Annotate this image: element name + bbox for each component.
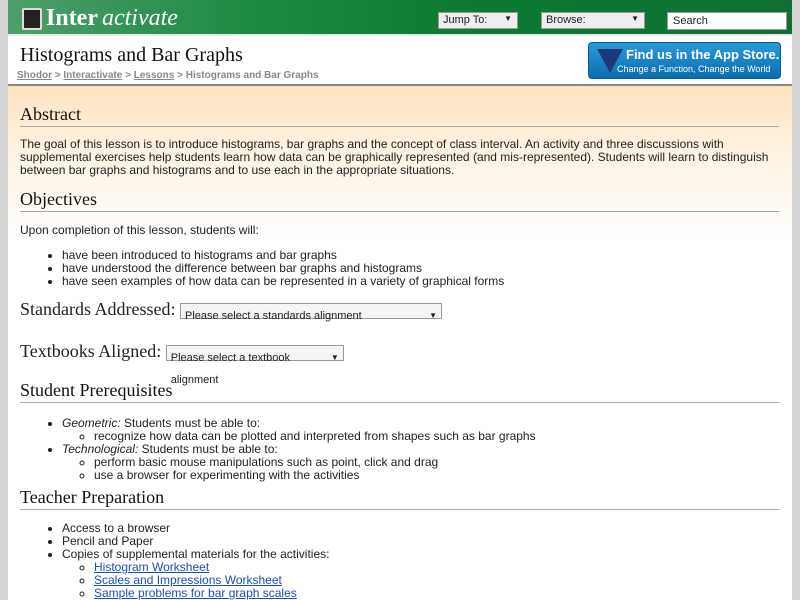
prerequisites-heading: Student Prerequisites [20, 380, 779, 403]
list-item: ◦ recognize how data can be plotted and interpreted from shapes such as bar graphs [94, 430, 536, 443]
scales-worksheet-link[interactable]: Scales and Impressions Worksheet [94, 573, 282, 587]
page [8, 0, 792, 600]
logo-text: Inter [46, 5, 98, 31]
list-item: ◦ use a browser for experimenting with the activities [94, 469, 536, 482]
jump-to-label: Jump To: [443, 14, 488, 26]
teacher-preparation-list [62, 522, 329, 600]
logo-text-italic: activate [101, 5, 178, 31]
browse-label: Browse: [546, 14, 586, 26]
abstract-heading: Abstract [20, 104, 779, 127]
dropdown-arrow-icon: ▼ [504, 14, 512, 23]
standards-heading: Standards Addressed: [20, 299, 176, 319]
prereq-text: Students must be able to: [120, 416, 261, 430]
list-item-text: Copies of supplemental materials for the activities: [62, 547, 330, 561]
list-item: • have seen examples of how data can be represented in a variety of graphical forms [62, 275, 504, 288]
histogram-worksheet-link[interactable]: Histogram Worksheet [94, 560, 210, 574]
breadcrumb-interactivate[interactable]: Interactivate [63, 70, 123, 81]
teacher-preparation-heading: Teacher Preparation [20, 487, 779, 510]
list-item [62, 417, 536, 443]
breadcrumb: Shodor > Interactivate > Lessons > Histograms and Bar Graphs [17, 70, 319, 81]
breadcrumb-lessons[interactable]: Lessons [133, 70, 175, 81]
standards-select[interactable] [180, 303, 442, 322]
sample-problems-link[interactable]: Sample problems for bar graph scales [94, 586, 297, 600]
textbooks-heading: Textbooks Aligned: [20, 341, 162, 361]
app-store-banner[interactable] [588, 42, 781, 79]
dropdown-arrow-icon: ▼ [330, 352, 339, 362]
abstract-text: The goal of this lesson is to introduce histograms, bar graphs and the concept of class interval. An activity and three discussions with supplemental exercises help students learn how data can be graphically represented (and mis-represented). Students will learn to distinguish between bar graphs and histograms and to use each in the appropriate situations. [20, 137, 769, 177]
page-title: Histograms and Bar Graphs [20, 44, 243, 66]
list-item [62, 548, 329, 600]
textbooks-section [20, 340, 780, 386]
app-store-title: Find us in the App Store. [626, 47, 780, 62]
search-input[interactable]: Search [667, 12, 787, 30]
standards-select-value: Please select a standards alignment [184, 309, 362, 322]
prerequisites-list [62, 417, 536, 482]
lesson-content [8, 84, 792, 600]
prereq-label: Technological: [62, 442, 139, 456]
top-navigation-bar [8, 0, 792, 36]
dropdown-arrow-icon: ▼ [429, 310, 437, 320]
jump-to-select[interactable] [438, 12, 518, 29]
textbooks-select[interactable] [166, 345, 344, 386]
dropdown-arrow-icon: ▼ [631, 14, 639, 23]
list-item: ◦ perform basic mouse manipulations such as point, click and drag [94, 456, 536, 469]
standards-section [20, 298, 780, 320]
prereq-text: Students must be able to: [138, 442, 278, 456]
app-store-tagline: Change a Function, Change the World [617, 64, 771, 74]
breadcrumb-shodor[interactable]: Shodor [17, 70, 52, 81]
objectives-list [62, 249, 504, 288]
list-item: • have been introduced to histograms and bar graphs [62, 249, 504, 262]
prereq-label: Geometric: [62, 416, 121, 430]
objectives-intro: Upon completion of this lesson, students will: [20, 223, 259, 237]
breadcrumb-current: Histograms and Bar Graphs [185, 70, 319, 81]
objectives-heading: Objectives [20, 189, 779, 212]
list-item: • have understood the difference between bar graphs and histograms [62, 262, 504, 275]
list-item [62, 443, 536, 482]
reader-icon [22, 8, 42, 30]
browse-select[interactable] [541, 12, 645, 29]
textbooks-select-value: Please select a textbook alignment [170, 351, 290, 386]
list-item: • Pencil and Paper [62, 535, 329, 548]
interactivate-logo[interactable] [22, 5, 178, 32]
list-item: • Access to a browser [62, 522, 329, 535]
